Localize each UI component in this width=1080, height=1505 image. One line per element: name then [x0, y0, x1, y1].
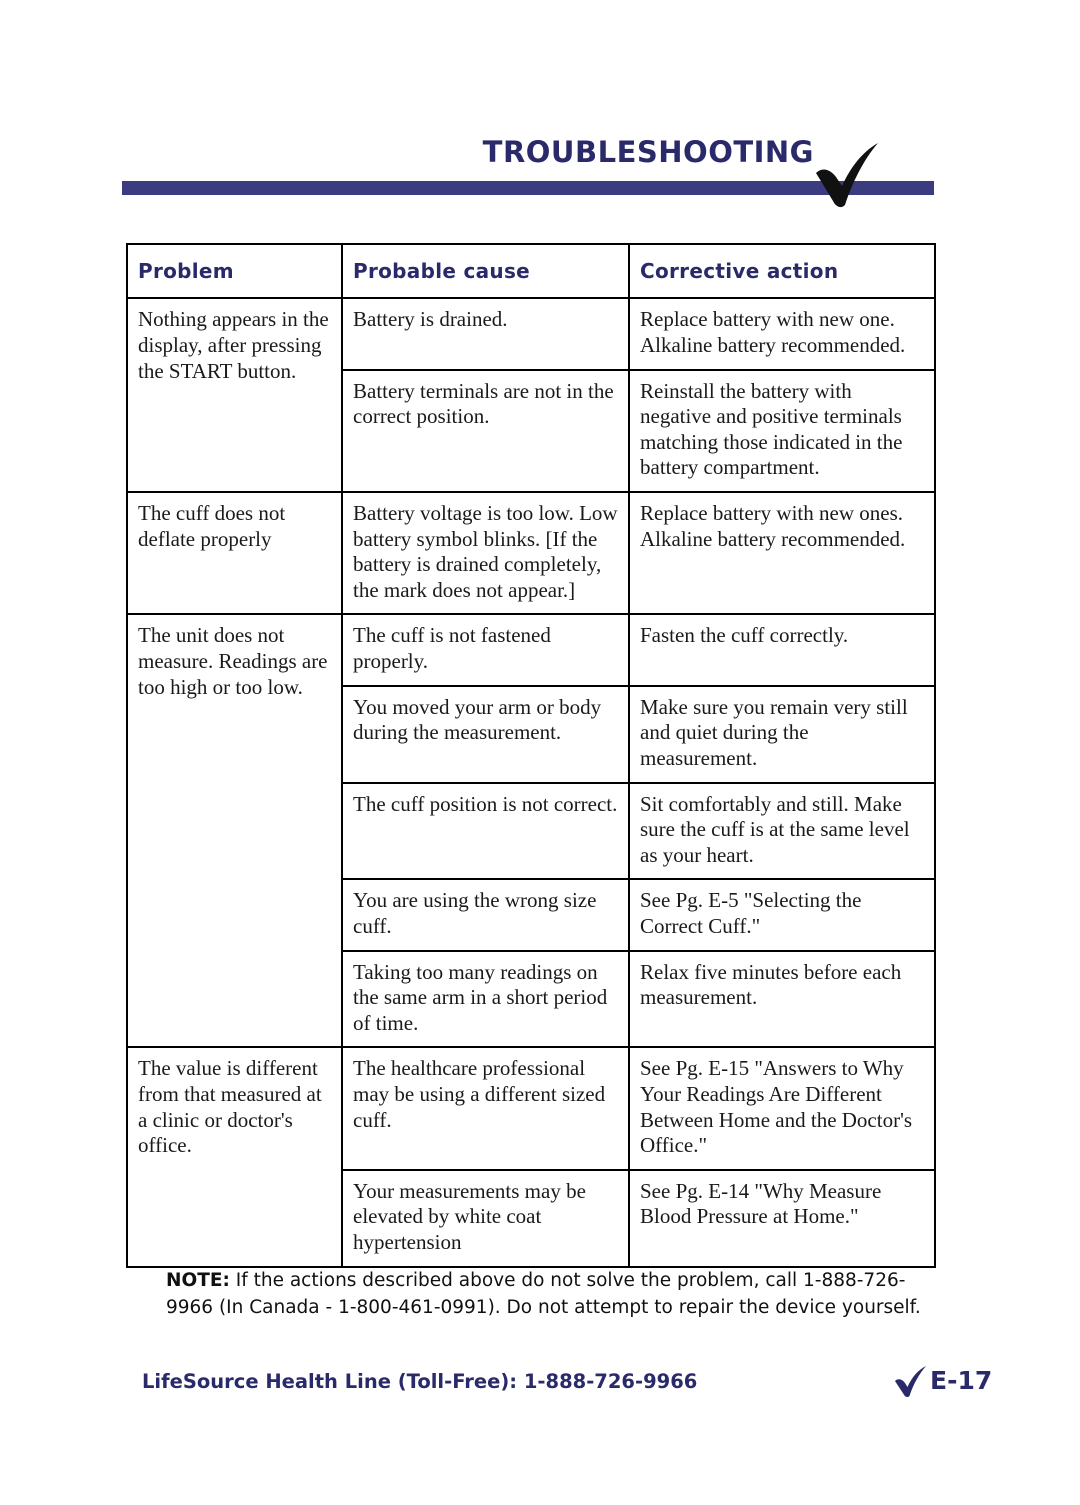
cell-cause: You are using the wrong size cuff.: [342, 879, 629, 950]
cell-cause: The cuff is not fastened properly.: [342, 614, 629, 685]
cell-action: See Pg. E-15 "Answers to Why Your Readings Are Different Between Home and the Doctor's Office.": [629, 1047, 935, 1169]
cell-action: Make sure you remain very still and quiet during the measurement.: [629, 686, 935, 783]
cell-cause: Battery terminals are not in the correct position.: [342, 370, 629, 492]
health-line-text: LifeSource Health Line (Toll-Free): 1-888-726-9966: [142, 1370, 698, 1393]
cell-action: Reinstall the battery with negative and positive terminals matching those indicated in the battery compartment.: [629, 370, 935, 492]
cell-cause: Battery is drained.: [342, 298, 629, 369]
cell-action: Replace battery with new ones. Alkaline battery recommended.: [629, 492, 935, 614]
cell-action: See Pg. E-14 "Why Measure Blood Pressure at Home.": [629, 1170, 935, 1267]
table-row: [127, 1047, 935, 1169]
cell-problem: The value is different from that measured at a clinic or doctor's office.: [127, 1047, 342, 1266]
note-text: If the actions described above do not solve the problem, call 1-888-726-9966 (In Canada - 1-800-461-0991). Do not attempt to repair the device yourself.: [166, 1270, 921, 1318]
cell-cause: The healthcare professional may be using a different sized cuff.: [342, 1047, 629, 1169]
table-row: [127, 298, 935, 369]
column-header-problem: Problem: [127, 244, 342, 298]
checkmark-icon: [812, 143, 882, 209]
table-header-row: [127, 244, 935, 298]
page-header: [122, 135, 934, 205]
column-header-corrective-action: Corrective action: [629, 244, 935, 298]
page-title: TROUBLESHOOTING: [482, 135, 814, 169]
column-header-probable-cause: Probable cause: [342, 244, 629, 298]
cell-problem: The cuff does not deflate properly: [127, 492, 342, 614]
cell-action: Relax five minutes before each measurement.: [629, 951, 935, 1048]
table-row: [127, 492, 935, 614]
cell-cause: Battery voltage is too low. Low battery symbol blinks. [If the battery is drained completely, the mark does not appear.]: [342, 492, 629, 614]
cell-cause: Taking too many readings on the same arm in a short period of time.: [342, 951, 629, 1048]
cell-action: Sit comfortably and still. Make sure the cuff is at the same level as your heart.: [629, 783, 935, 880]
page-footer: [0, 1366, 1080, 1410]
cell-action: Replace battery with new one. Alkaline battery recommended.: [629, 298, 935, 369]
note-label: NOTE:: [166, 1270, 230, 1291]
cell-cause: You moved your arm or body during the measurement.: [342, 686, 629, 783]
cell-problem: The unit does not measure. Readings are too high or too low.: [127, 614, 342, 1047]
cell-action: See Pg. E-5 "Selecting the Correct Cuff.": [629, 879, 935, 950]
cell-action: Fasten the cuff correctly.: [629, 614, 935, 685]
page-number: E-17: [930, 1366, 993, 1395]
cell-cause: Your measurements may be elevated by white coat hypertension: [342, 1170, 629, 1267]
troubleshooting-table: [126, 243, 936, 1268]
table-row: [127, 614, 935, 685]
cell-problem: Nothing appears in the display, after pressing the START button.: [127, 298, 342, 492]
note-block: [166, 1268, 941, 1322]
cell-cause: The cuff position is not correct.: [342, 783, 629, 880]
checkmark-icon: [893, 1366, 927, 1398]
troubleshooting-table-wrapper: [126, 243, 934, 1268]
